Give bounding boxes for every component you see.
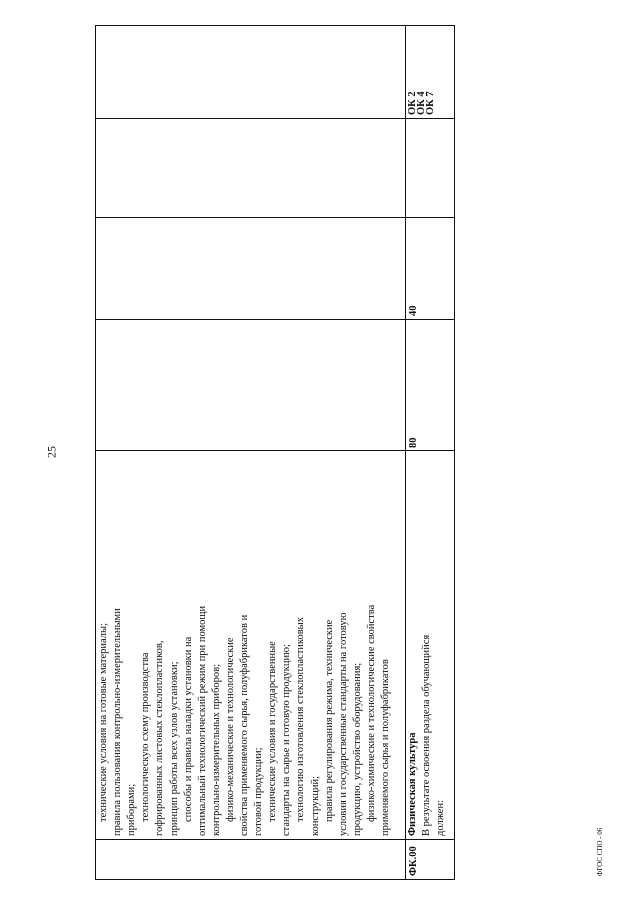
content-line: должен: <box>435 799 447 836</box>
col-divider-hours <box>95 217 455 218</box>
rotated-table <box>95 25 455 880</box>
col-divider-max-load <box>95 319 455 320</box>
content-line: правила пользования контрольно-измерительными <box>112 608 124 836</box>
hours-value: 40 <box>408 305 419 316</box>
content-line: продукцию, устройство оборудования; <box>351 662 363 836</box>
col-divider-content <box>95 450 455 451</box>
content-line: технические условия и государственные <box>267 641 279 822</box>
table-border-bottom <box>454 25 455 880</box>
content-line: оптимальный технологический режим при помощи <box>196 605 208 836</box>
footer-code: ФГОС СПО - 06 <box>596 827 604 877</box>
index-column-divider <box>95 839 455 840</box>
content-line: технологическую схему производства <box>140 652 152 822</box>
content-line: контрольно-измерительных приборов; <box>210 664 222 836</box>
row-index: ФК.00 <box>408 846 419 876</box>
content-line: принцип работы всех узлов установки; <box>168 661 180 836</box>
content-line: готовой продукции; <box>253 747 265 836</box>
content-line: свойства применяемого сырья, полуфабрикатов и <box>239 614 250 836</box>
content-line: Физическая культура <box>407 732 418 836</box>
content-line: физико-механические и технологические <box>224 637 236 822</box>
content-line: В результате освоения раздела обучающийся <box>421 634 433 836</box>
content-line: гофрированных листовых стеклопластиков, <box>154 640 166 836</box>
col-divider-disciplines <box>95 118 455 119</box>
page-number: 25 <box>44 446 59 458</box>
content-line: правила регулирования режима, технические <box>323 619 335 822</box>
row-divider <box>405 25 406 880</box>
table-border-left <box>95 879 455 880</box>
table-border-top <box>95 25 96 880</box>
competency-list <box>408 91 435 115</box>
competency-item: ОК 2 <box>407 91 418 115</box>
content-line: применяемого сырья и полуфабрикатов <box>380 659 391 836</box>
content-line: способы и правила наладки установки на <box>182 636 194 822</box>
content-line: приборами; <box>126 783 138 836</box>
competency-item: ОК 4 <box>416 91 427 115</box>
competency-item: ОК 7 <box>425 91 436 115</box>
max-load-value: 80 <box>408 437 419 448</box>
content-line: конструкций; <box>309 775 321 836</box>
content-line: условия и государственные стандарты на готовую <box>337 612 349 836</box>
content-line: технологию изготовления стеклопластиковых <box>295 617 307 822</box>
content-line: физико-химические и технологические свойства <box>365 604 377 822</box>
table-border-right <box>95 25 455 26</box>
content-line: технические условия на готовые материалы; <box>98 622 109 822</box>
content-line: стандарты на сырье и готовую продукцию; <box>281 644 293 836</box>
